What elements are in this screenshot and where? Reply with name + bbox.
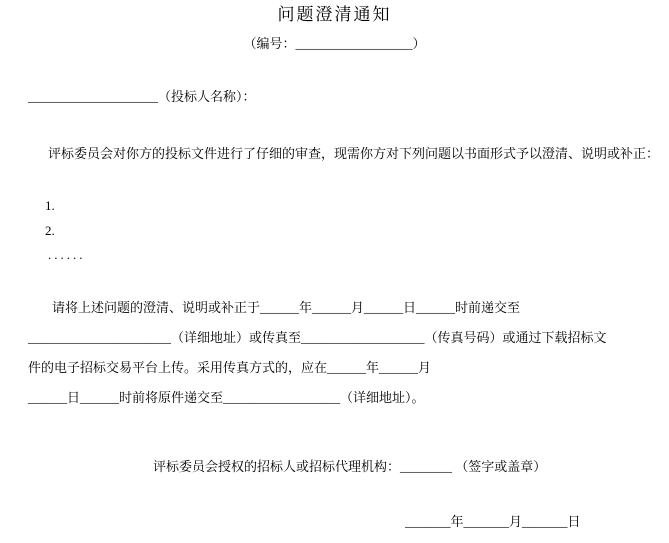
submission-line-address-fax: ______________________（详细地址）或传真至___________________（传真号码）或通过下载招标文 [28, 330, 607, 345]
bidder-name-label: （投标人名称）： [158, 89, 256, 104]
signature-line: 评标委员会授权的招标人或招标代理机构：________ （签字或盖章） [153, 459, 547, 474]
date-line: _______年_______月_______日 [405, 514, 581, 529]
serial-number-line: （编号：__________________） [243, 36, 426, 51]
bidder-name-blank: ____________________ [28, 89, 158, 104]
submission-line-deadline: 请将上述问题的澄清、说明或补正于______年______月______日______时前递交至 [52, 300, 521, 315]
ellipsis-placeholder: ...... [48, 247, 86, 262]
submission-line-original-copy: ______日______时前将原件递交至__________________（详细地址）。 [28, 390, 425, 405]
question-item-2: 2. [45, 223, 55, 238]
document-title: 问题澄清通知 [277, 5, 392, 24]
question-item-1: 1. [45, 198, 55, 213]
submission-instructions-paragraph [28, 297, 658, 417]
intro-paragraph: 评标委员会对你方的投标文件进行了仔细的审查，现需你方对下列问题以书面形式予以澄清、说明或补正： [48, 146, 660, 161]
bidder-name-line [28, 89, 256, 105]
submission-line-platform: 件的电子招标交易平台上传。采用传真方式的，应在______年______月 [28, 360, 432, 375]
